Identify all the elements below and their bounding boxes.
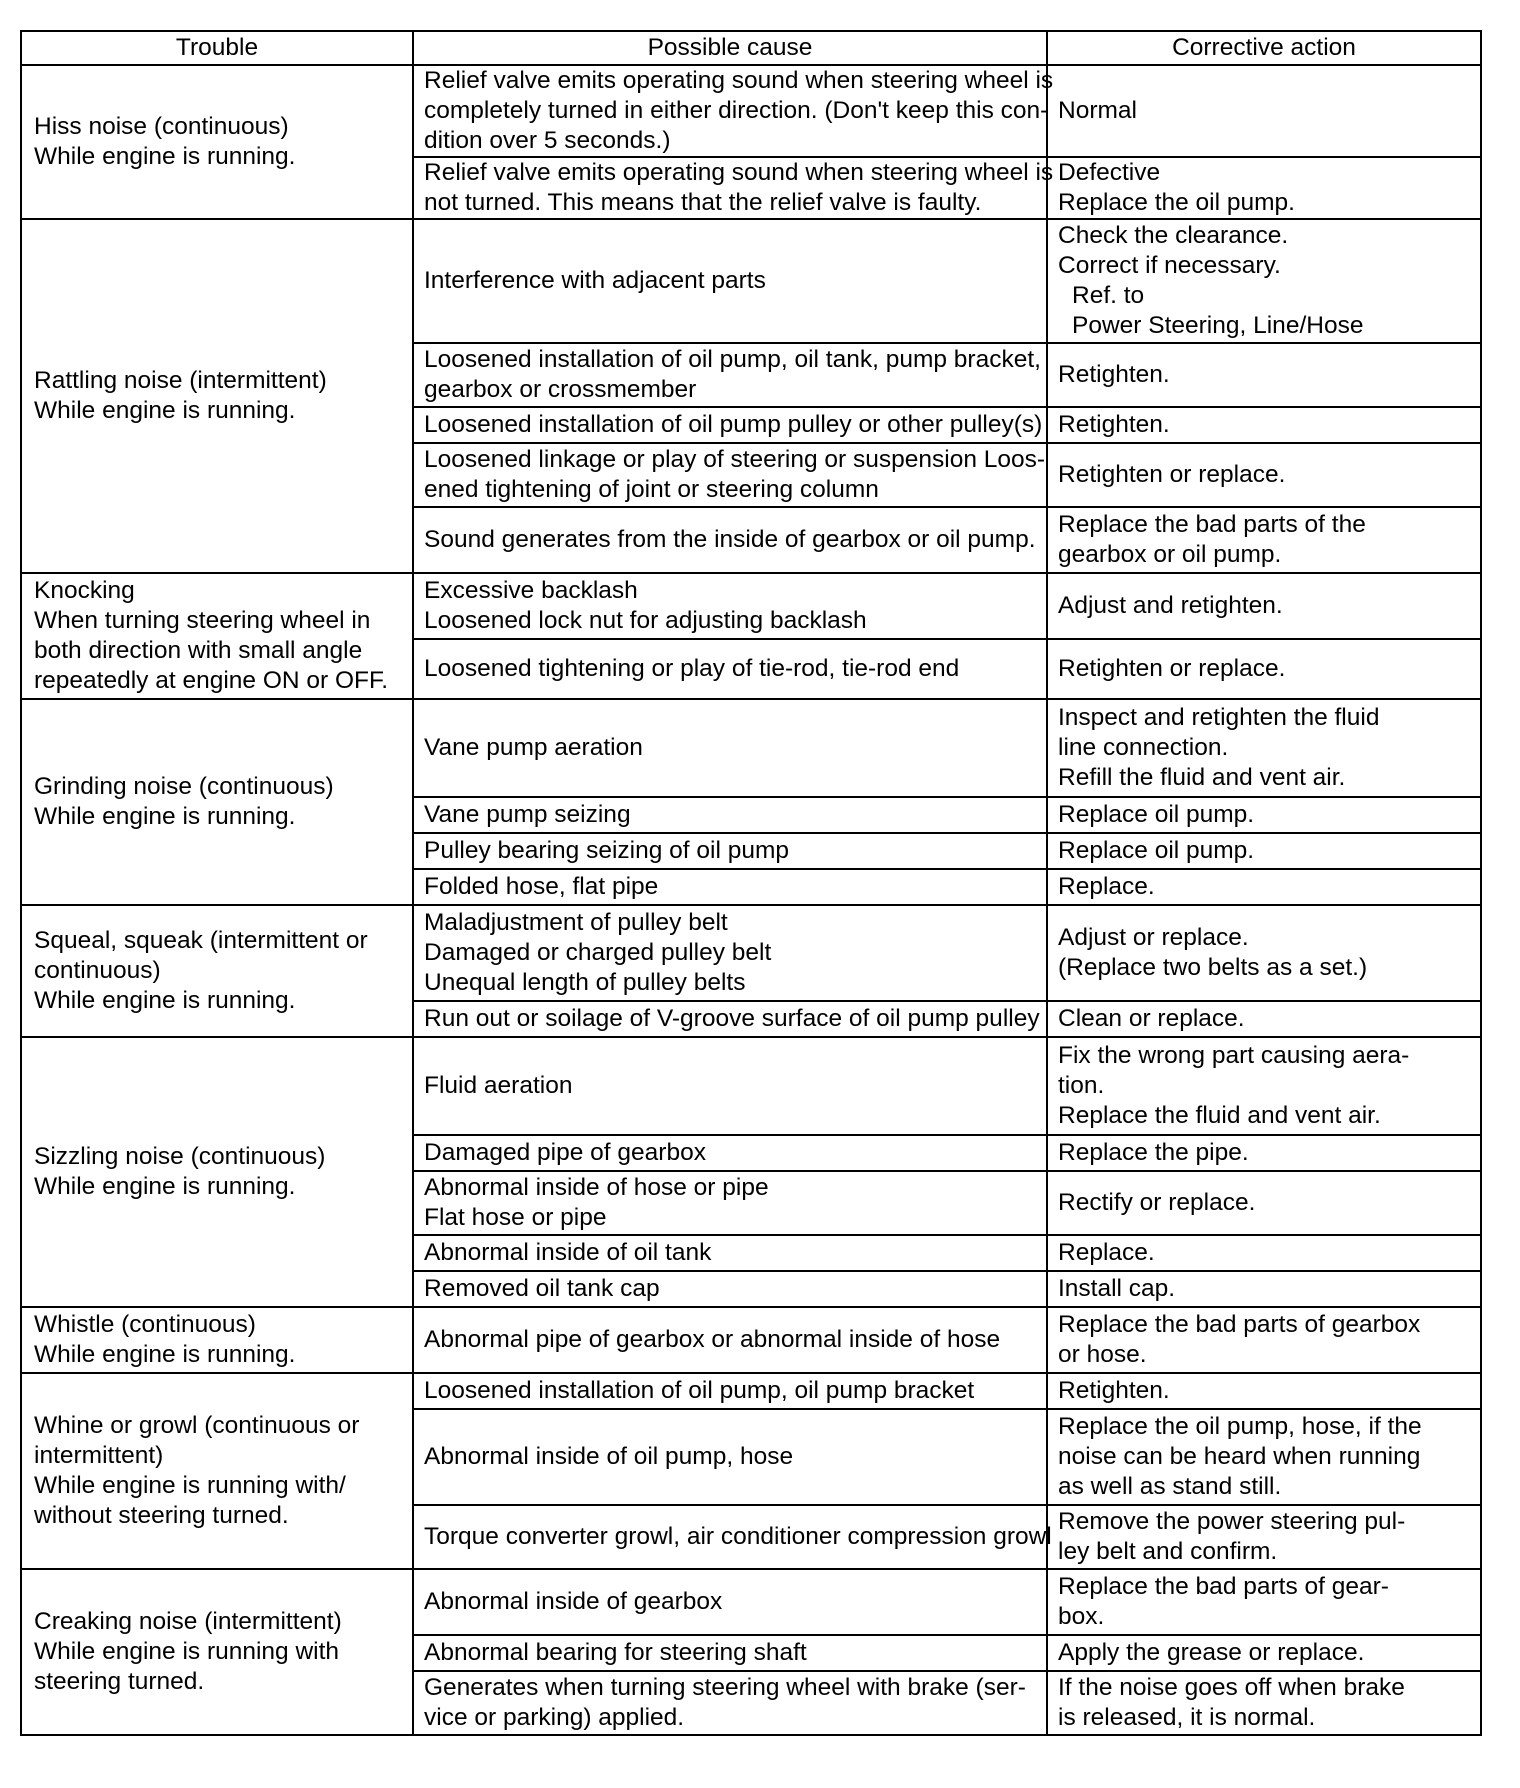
action-line: Replace the bad parts of gear- xyxy=(1058,1573,1389,1600)
cause-line: Loosened tightening or play of tie-rod, tie-rod end xyxy=(424,655,960,682)
cause-line: vice or parking) applied. xyxy=(424,1704,685,1731)
cause-line: Relief valve emits operating sound when steering wheel is xyxy=(424,159,1054,186)
cause-line: ened tightening of joint or steering column xyxy=(424,476,879,503)
action-line: Replace the oil pump. xyxy=(1058,189,1295,216)
action-cell xyxy=(1047,833,1481,869)
action-line: Replace the pipe. xyxy=(1058,1139,1249,1166)
cause-cell xyxy=(413,1409,1047,1505)
trouble-line: While engine is running with/ xyxy=(34,1472,346,1499)
cause-line: Loosened lock nut for adjusting backlash xyxy=(424,607,867,634)
cause-line: Relief valve emits operating sound when steering wheel is xyxy=(424,67,1054,94)
table-row xyxy=(21,65,1481,157)
trouble-line: continuous) xyxy=(34,957,161,984)
cause-line: dition over 5 seconds.) xyxy=(424,127,671,154)
cause-cell xyxy=(413,65,1054,157)
action-cell xyxy=(1047,443,1481,507)
action-line: Replace oil pump. xyxy=(1058,837,1255,864)
action-cell xyxy=(1047,1373,1481,1409)
action-cell xyxy=(1047,65,1481,157)
action-line: is released, it is normal. xyxy=(1058,1704,1316,1731)
cause-cell xyxy=(413,1171,1047,1235)
header-row xyxy=(21,31,1481,65)
cause-line: Damaged or charged pulley belt xyxy=(424,939,772,966)
cause-cell xyxy=(413,343,1047,407)
cause-cell xyxy=(413,905,1047,1001)
cause-cell xyxy=(413,869,1047,905)
trouble-cell xyxy=(21,65,413,219)
action-cell xyxy=(1047,699,1481,797)
cause-cell xyxy=(413,407,1047,443)
table-row xyxy=(21,1037,1481,1135)
cause-line: Loosened linkage or play of steering or suspension Loos- xyxy=(424,446,1046,473)
action-line: Replace the oil pump, hose, if the xyxy=(1058,1413,1422,1440)
action-line: If the noise goes off when brake xyxy=(1058,1674,1405,1701)
cause-line: Fluid aeration xyxy=(424,1072,573,1099)
action-line: Defective xyxy=(1058,159,1161,186)
action-line: Fix the wrong part causing aera- xyxy=(1058,1042,1410,1069)
cause-cell xyxy=(413,1135,1047,1171)
action-line: Replace. xyxy=(1058,873,1155,900)
cause-line: Sound generates from the inside of gearbox or oil pump. xyxy=(424,526,1036,553)
action-cell xyxy=(1047,1505,1481,1569)
action-line: Retighten. xyxy=(1058,361,1170,388)
cause-line: Unequal length of pulley belts xyxy=(424,969,746,996)
table-row xyxy=(21,1373,1481,1409)
table-row xyxy=(21,905,1481,1001)
trouble-cell xyxy=(21,905,413,1037)
cause-cell xyxy=(413,699,1047,797)
action-line: Normal xyxy=(1058,97,1137,124)
action-line: (Replace two belts as a set.) xyxy=(1058,954,1368,981)
cause-line: Abnormal inside of oil tank xyxy=(424,1239,712,1266)
action-cell xyxy=(1047,1569,1481,1635)
trouble-cell xyxy=(21,1373,413,1569)
action-cell xyxy=(1047,343,1481,407)
trouble-line: repeatedly at engine ON or OFF. xyxy=(34,667,389,694)
action-line: Replace the fluid and vent air. xyxy=(1058,1102,1381,1129)
cause-cell xyxy=(413,1671,1047,1735)
action-line: Apply the grease or replace. xyxy=(1058,1639,1365,1666)
cause-cell xyxy=(413,157,1054,219)
action-line: Retighten or replace. xyxy=(1058,461,1286,488)
table-row xyxy=(21,1569,1481,1635)
action-line: Power Steering, Line/Hose xyxy=(1072,312,1364,339)
action-line: ley belt and confirm. xyxy=(1058,1538,1278,1565)
action-line: Ref. to xyxy=(1072,282,1145,309)
trouble-line: While engine is running. xyxy=(34,987,296,1014)
trouble-line: without steering turned. xyxy=(34,1502,289,1529)
trouble-cell xyxy=(21,219,413,573)
cause-line: Flat hose or pipe xyxy=(424,1204,607,1231)
action-cell xyxy=(1047,1171,1481,1235)
action-cell xyxy=(1047,639,1481,699)
action-line: Adjust and retighten. xyxy=(1058,592,1283,619)
action-line: Install cap. xyxy=(1058,1275,1176,1302)
action-cell xyxy=(1047,1001,1481,1037)
cause-line: Loosened installation of oil pump, oil tank, pump bracket, xyxy=(424,346,1041,373)
action-cell xyxy=(1047,797,1481,833)
action-cell xyxy=(1047,1235,1481,1271)
trouble-line: Whine or growl (continuous or xyxy=(34,1412,360,1439)
cause-line: Generates when turning steering wheel with brake (ser- xyxy=(424,1674,1026,1701)
action-line: Retighten. xyxy=(1058,411,1170,438)
cause-line: Loosened installation of oil pump, oil pump bracket xyxy=(424,1377,975,1404)
action-line: Replace oil pump. xyxy=(1058,801,1255,828)
action-cell xyxy=(1047,1271,1481,1307)
action-line: Correct if necessary. xyxy=(1058,252,1281,279)
cause-line: Abnormal inside of oil pump, hose xyxy=(424,1443,794,1470)
trouble-line: steering turned. xyxy=(34,1668,205,1695)
cause-cell xyxy=(413,833,1047,869)
trouble-cell xyxy=(21,1569,413,1735)
action-line: Retighten. xyxy=(1058,1377,1170,1404)
action-line: Rectify or replace. xyxy=(1058,1189,1256,1216)
trouble-line: Rattling noise (intermittent) xyxy=(34,367,327,394)
cause-line: Loosened installation of oil pump pulley or other pulley(s) xyxy=(424,411,1043,438)
action-cell xyxy=(1047,869,1481,905)
cause-line: Interference with adjacent parts xyxy=(424,267,766,294)
table-row xyxy=(21,219,1481,343)
cause-line: Abnormal pipe of gearbox or abnormal inside of hose xyxy=(424,1326,1001,1353)
trouble-line: Hiss noise (continuous) xyxy=(34,113,289,140)
trouble-cell xyxy=(21,1307,413,1373)
troubleshooting-table xyxy=(20,30,1482,1736)
table-row xyxy=(21,573,1481,639)
action-line: tion. xyxy=(1058,1072,1105,1099)
action-line: line connection. xyxy=(1058,734,1229,761)
header-trouble: Trouble xyxy=(21,31,413,65)
trouble-cell xyxy=(21,699,413,905)
action-line: gearbox or oil pump. xyxy=(1058,541,1282,568)
trouble-line: While engine is running. xyxy=(34,143,296,170)
trouble-line: intermittent) xyxy=(34,1442,164,1469)
action-cell xyxy=(1047,573,1481,639)
trouble-line: While engine is running. xyxy=(34,803,296,830)
table-row xyxy=(21,1307,1481,1373)
trouble-line: Creaking noise (intermittent) xyxy=(34,1608,342,1635)
action-line: or hose. xyxy=(1058,1341,1147,1368)
cause-line: Excessive backlash xyxy=(424,577,638,604)
action-line: Retighten or replace. xyxy=(1058,655,1286,682)
action-line: box. xyxy=(1058,1603,1105,1630)
trouble-cell xyxy=(21,573,413,699)
action-cell xyxy=(1047,905,1481,1001)
action-line: Replace the bad parts of the xyxy=(1058,511,1366,538)
trouble-line: Whistle (continuous) xyxy=(34,1311,256,1338)
cause-line: Pulley bearing seizing of oil pump xyxy=(424,837,789,864)
cause-cell xyxy=(413,1373,1047,1409)
action-cell xyxy=(1047,407,1481,443)
action-line: Replace. xyxy=(1058,1239,1155,1266)
cause-line: gearbox or crossmember xyxy=(424,376,697,403)
action-line: Adjust or replace. xyxy=(1058,924,1249,951)
cause-line: Run out or soilage of V-groove surface of oil pump pulley xyxy=(424,1005,1040,1032)
action-cell xyxy=(1047,1409,1481,1505)
action-cell xyxy=(1047,1135,1481,1171)
action-line: Clean or replace. xyxy=(1058,1005,1245,1032)
cause-line: completely turned in either direction. (Don't keep this con- xyxy=(424,97,1049,124)
cause-cell xyxy=(413,573,1047,639)
cause-line: Vane pump seizing xyxy=(424,801,631,828)
cause-cell xyxy=(413,1235,1047,1271)
cause-line: Damaged pipe of gearbox xyxy=(424,1139,706,1166)
action-cell xyxy=(1047,157,1481,219)
cause-line: Abnormal bearing for steering shaft xyxy=(424,1639,807,1666)
header-corrective-action: Corrective action xyxy=(1047,31,1481,65)
action-cell xyxy=(1047,1635,1481,1671)
cause-line: Abnormal inside of hose or pipe xyxy=(424,1174,769,1201)
cause-line: Abnormal inside of gearbox xyxy=(424,1588,723,1615)
cause-line: Vane pump aeration xyxy=(424,734,643,761)
action-line: Refill the fluid and vent air. xyxy=(1058,764,1346,791)
trouble-line: both direction with small angle xyxy=(34,637,363,664)
action-line: as well as stand still. xyxy=(1058,1473,1282,1500)
trouble-line: Knocking xyxy=(34,577,135,604)
action-cell xyxy=(1047,1671,1481,1735)
trouble-line: While engine is running with xyxy=(34,1638,340,1665)
trouble-line: While engine is running. xyxy=(34,1341,296,1368)
cause-cell xyxy=(413,639,1047,699)
cause-cell xyxy=(413,1505,1052,1569)
cause-line: Removed oil tank cap xyxy=(424,1275,660,1302)
cause-cell xyxy=(413,219,1047,343)
action-cell xyxy=(1047,507,1481,573)
action-line: Inspect and retighten the fluid xyxy=(1058,704,1380,731)
action-cell xyxy=(1047,1037,1481,1135)
trouble-line: Squeal, squeak (intermittent or xyxy=(34,927,368,954)
action-line: Remove the power steering pul- xyxy=(1058,1508,1406,1535)
cause-line: Torque converter growl, air conditioner compression growl xyxy=(424,1523,1052,1550)
action-line: Replace the bad parts of gearbox xyxy=(1058,1311,1421,1338)
action-cell xyxy=(1047,219,1481,343)
trouble-line: Grinding noise (continuous) xyxy=(34,773,334,800)
trouble-line: Sizzling noise (continuous) xyxy=(34,1143,326,1170)
action-cell xyxy=(1047,1307,1481,1373)
cause-line: Folded hose, flat pipe xyxy=(424,873,659,900)
action-line: Check the clearance. xyxy=(1058,222,1289,249)
trouble-line: While engine is running. xyxy=(34,397,296,424)
cause-cell xyxy=(413,797,1047,833)
cause-cell xyxy=(413,1569,1047,1635)
cause-cell xyxy=(413,1271,1047,1307)
cause-cell xyxy=(413,443,1047,507)
trouble-line: When turning steering wheel in xyxy=(34,607,371,634)
cause-cell xyxy=(413,1001,1047,1037)
cause-cell xyxy=(413,1037,1047,1135)
cause-line: not turned. This means that the relief valve is faulty. xyxy=(424,189,982,216)
table-row xyxy=(21,699,1481,797)
cause-cell xyxy=(413,507,1047,573)
trouble-cell xyxy=(21,1037,413,1307)
cause-cell xyxy=(413,1635,1047,1671)
header-possible-cause: Possible cause xyxy=(413,31,1047,65)
trouble-line: While engine is running. xyxy=(34,1173,296,1200)
cause-line: Maladjustment of pulley belt xyxy=(424,909,728,936)
action-line: noise can be heard when running xyxy=(1058,1443,1421,1470)
cause-cell xyxy=(413,1307,1047,1373)
